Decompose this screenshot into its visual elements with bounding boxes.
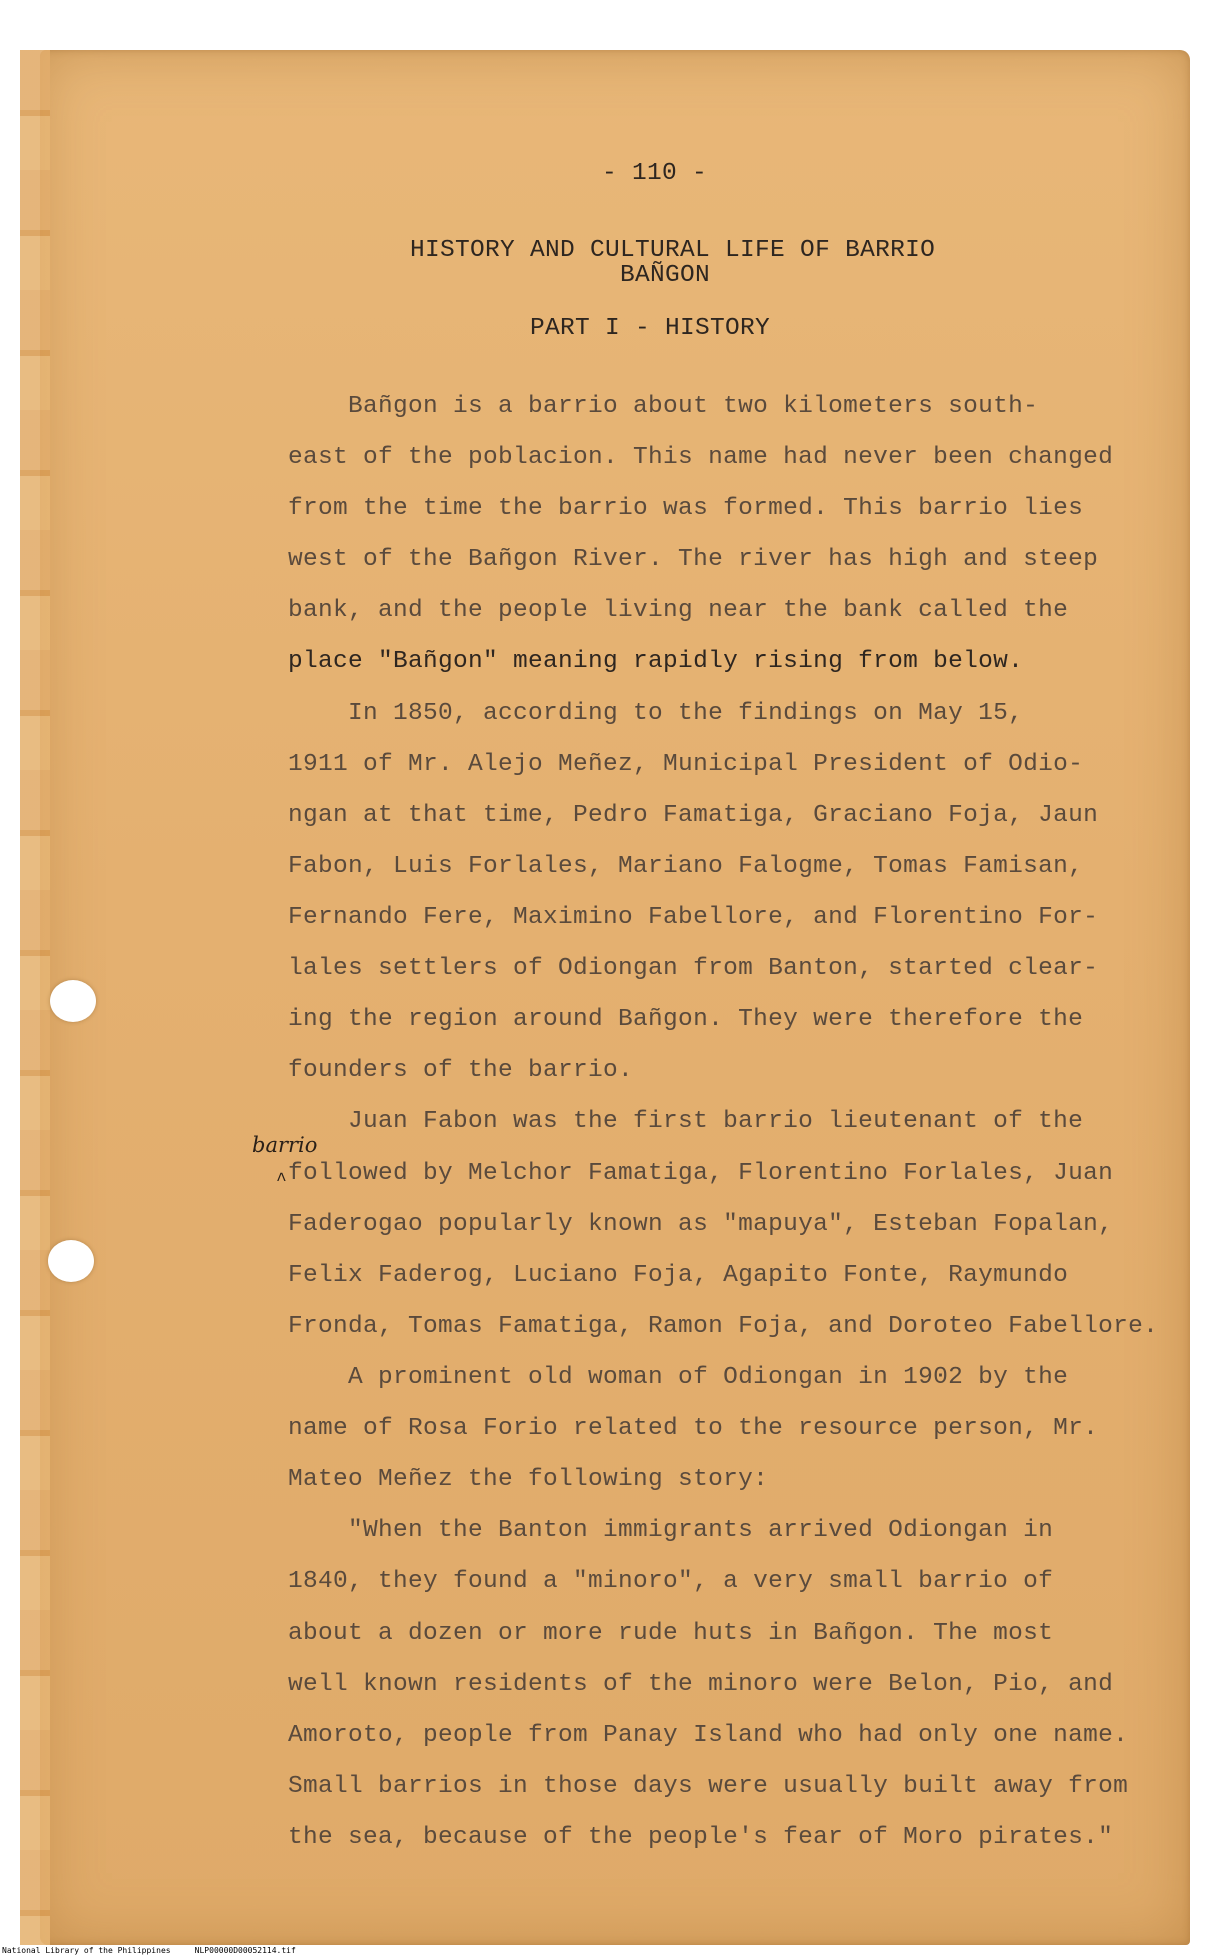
text-line: Juan Fabon was the first barrio lieutenant of the (288, 1108, 1084, 1135)
text-line: Fabon, Luis Forlales, Mariano Falogme, Tomas Famisan, (288, 853, 1084, 880)
part-heading: PART I - HISTORY (530, 315, 771, 342)
text-line: followed by Melchor Famatiga, Florentino Forlales, Juan (288, 1160, 1114, 1187)
text-line: name of Rosa Forio related to the resource person, Mr. (288, 1415, 1099, 1442)
text-line: Fernando Fere, Maximino Fabellore, and Florentino For- (288, 904, 1099, 931)
text-line: place "Bañgon" meaning rapidly rising from below. (288, 648, 1024, 675)
handwritten-insertion: barrio (252, 1133, 318, 1157)
text-line: Amoroto, people from Panay Island who had only one name. (288, 1722, 1129, 1749)
footer-library: National Library of the Philippines (2, 1946, 171, 1955)
scan-footer (2, 1946, 296, 1955)
text-line: about a dozen or more rude huts in Bañgon. The most (288, 1620, 1054, 1647)
insertion-caret-icon: ^ (276, 1171, 287, 1191)
text-line: lales settlers of Odiongan from Banton, started clear- (288, 955, 1099, 982)
text-line: 1911 of Mr. Alejo Meñez, Municipal President of Odio- (288, 751, 1084, 778)
text-line: "When the Banton immigrants arrived Odiongan in (288, 1517, 1054, 1544)
text-line: ing the region around Bañgon. They were therefore the (288, 1006, 1084, 1033)
text-line: 1840, they found a "minoro", a very small barrio of (288, 1568, 1054, 1595)
text-line: Felix Faderog, Luciano Foja, Agapito Fonte, Raymundo (288, 1262, 1069, 1289)
text-line: the sea, because of the people's fear of Moro pirates." (288, 1824, 1114, 1851)
text-line: Small barrios in those days were usually built away from (288, 1773, 1129, 1800)
text-line: west of the Bañgon River. The river has high and steep (288, 546, 1099, 573)
punch-hole (48, 1240, 94, 1282)
punch-hole (50, 980, 96, 1022)
page-number: - 110 - (602, 160, 708, 187)
text-line: Bañgon is a barrio about two kilometers south- (288, 393, 1039, 420)
text-line: east of the poblacion. This name had never been changed (288, 444, 1114, 471)
text-line: Fronda, Tomas Famatiga, Ramon Foja, and Doroteo Fabellore. (288, 1313, 1159, 1340)
text-line: ngan at that time, Pedro Famatiga, Graciano Foja, Jaun (288, 802, 1099, 829)
text-line: founders of the barrio. (288, 1057, 634, 1084)
text-line: Mateo Meñez the following story: (288, 1466, 769, 1493)
text-line: well known residents of the minoro were Belon, Pio, and (288, 1671, 1114, 1698)
text-line: Faderogao popularly known as "mapuya", Esteban Fopalan, (288, 1211, 1114, 1238)
document-title: HISTORY AND CULTURAL LIFE OF BARRIO (410, 237, 936, 264)
text-line: bank, and the people living near the bank called the (288, 597, 1069, 624)
document-title-barrio: BAÑGON (620, 262, 711, 289)
text-line: In 1850, according to the findings on May 15, (288, 700, 1024, 727)
text-line: A prominent old woman of Odiongan in 1902 by the (288, 1364, 1069, 1391)
text-line: from the time the barrio was formed. This barrio lies (288, 495, 1084, 522)
footer-filename: NLP00000D00052114.tif (194, 1946, 296, 1955)
